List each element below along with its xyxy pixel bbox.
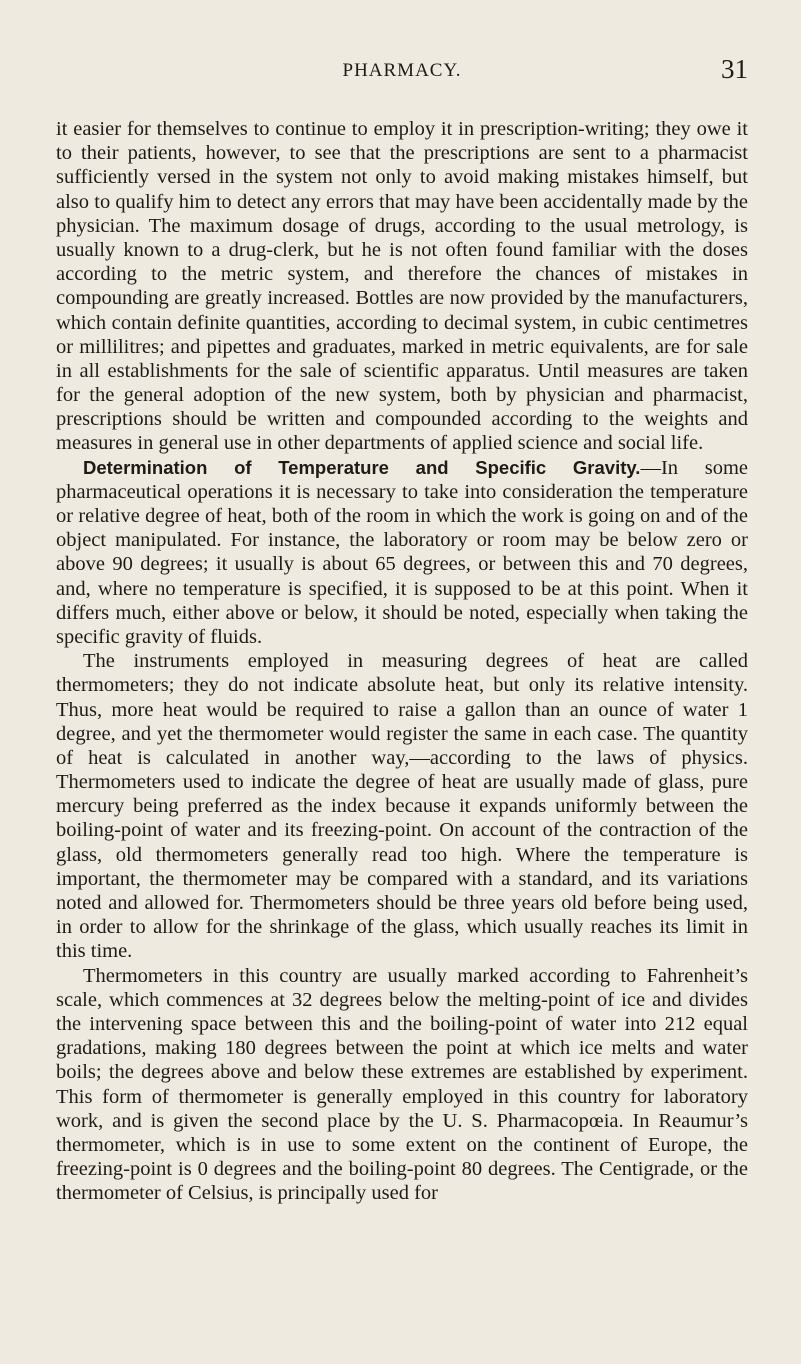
paragraph-thermometers [56, 649, 748, 963]
running-head [56, 54, 748, 90]
paragraph-continuation [56, 117, 748, 456]
section-heading: Determination of Temperature and Specific Gravity. [83, 456, 641, 478]
paragraph-text: —In some pharmaceutical operations it is necessary to take into consideration the temperature or relative degree of heat, both of the room in which the work is going on and of the object manipulated. For instance, the laboratory or room may be below zero or above 90 degrees; it usually is about 65 degrees, or between this and 70 degrees, and, where no temperature is specified, it is supposed to be at this point. When it differs much, either above or below, it should be noted, especially when taking the specific gravity of fluids. [56, 456, 748, 648]
page-number: 31 [721, 54, 748, 84]
paragraph-text: Thermometers in this country are usually marked according to Fahrenheit’s scale, which commences at 32 degrees below the melting-point of ice and divides the intervening space between this and the boiling-point of water into 212 equal gradations, making 180 degrees between the point at which ice melts and water boils; the degrees above and below these extremes are established by experiment. This form of thermometer is generally employed in this country for laboratory work, and is given the second place by the U. S. Pharmacopœia. In Reaumur’s thermometer, which is in use to some extent on the continent of Europe, the freezing-point is 0 degrees and the boiling-point 80 degrees. The Centigrade, or the thermometer of Celsius, is principally used for [56, 964, 748, 1205]
paragraph-temperature [56, 456, 748, 650]
paragraph-text: it easier for themselves to continue to employ it in prescription-writing; they owe it to their patients, however, to see that the prescriptions are sent to a pharmacist sufficiently versed in the system not only to avoid making mistakes himself, but also to qualify him to detect any errors that may have been accidentally made by the physician. The maximum dosage of drugs, according to the usual metrology, is usually known to a drug-clerk, but he is not often found familiar with the doses according to the metric system, and therefore the chances of mistakes in compounding are greatly increased. Bottles are now provided by the manufacturers, which contain definite quantities, according to decimal system, in cubic centimetres or millilitres; and pipettes and graduates, marked in metric equivalents, are for sale in all establishments for the sale of scientific apparatus. Until measures are taken for the general adoption of the new system, both by physician and pharmacist, prescriptions should be written and compounded according to the weights and measures in general use in other departments of applied science and social life. [56, 118, 748, 455]
running-title: PHARMACY. [342, 60, 462, 81]
paragraph-text: The instruments employed in measuring degrees of heat are called thermometers; they do not indicate absolute heat, but only its relative intensity. Thus, more heat would be required to raise a gallon than an ounce of water 1 degree, and yet the thermometer would register the same in each case. The quantity of heat is calculated in another way,—according to the laws of physics. Thermometers used to indicate the degree of heat are usually made of glass, pure mercury being preferred as the index because it expands uniformly between the boiling-point of water and its freezing-point. On account of the contraction of the glass, old thermometers generally read too high. Where the temperature is important, the thermometer may be compared with a standard, and its variations noted and allowed for. Thermometers should be three years old before being used, in order to allow for the shrinkage of the glass, which usually reaches its limit in this time. [56, 650, 748, 963]
paragraph-fahrenheit [56, 964, 748, 1206]
body-text [56, 117, 748, 1205]
